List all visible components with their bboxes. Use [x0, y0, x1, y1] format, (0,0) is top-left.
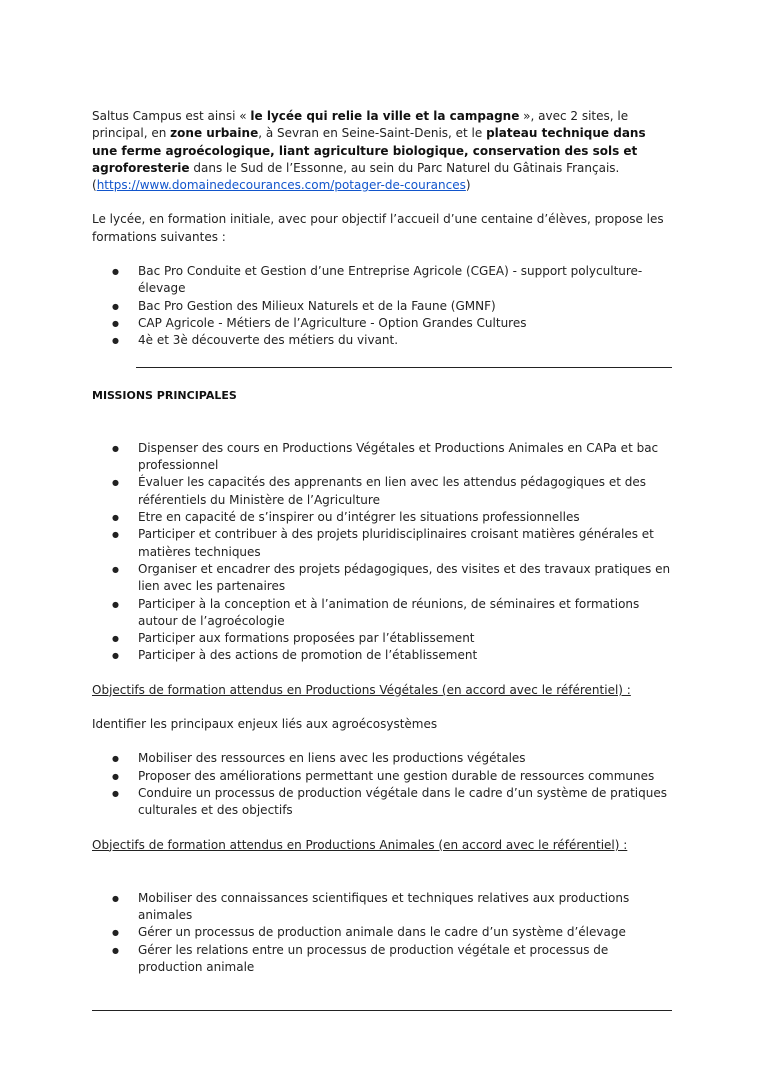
- list-item: ● Organiser et encadrer des projets pédagogiques, des visites et des travaux pratiques en lien avec les partenaires: [92, 561, 672, 596]
- divider: [92, 1010, 672, 1011]
- animales-title: Objectifs de formation attendus en Productions Animales (en accord avec le référentiel) :: [92, 837, 628, 852]
- intro-paragraph: Saltus Campus est ainsi « le lycée qui relie la ville et la campagne », avec 2 sites, le principal, en zone urbaine, à Sevran en Seine-Saint-Denis, et le plateau technique dans une ferme agroécologique, liant agriculture biologique, conservation des sols et agroforesterie dans le Sud de l’Essonne, au sein du Parc Naturel du Gâtinais Français. (https://www.domainedecourances.com/potager-de-courances): [92, 109, 646, 193]
- list-item: ● Mobiliser des ressources en liens avec les productions végétales: [92, 750, 672, 767]
- courances-link[interactable]: https://www.domainedecourances.com/potager-de-courances: [96, 178, 466, 193]
- list-item: ● Gérer un processus de production animale dans le cadre d’un système d’élevage: [92, 924, 672, 941]
- list-item: ● Bac Pro Conduite et Gestion d’une Entreprise Agricole (CGEA) - support polyculture-élevage: [92, 263, 672, 298]
- list-item: ● Bac Pro Gestion des Milieux Naturels et de la Faune (GMNF): [92, 298, 672, 315]
- list-item: ● Mobiliser des connaissances scientifiques et techniques relatives aux productions animales: [92, 890, 672, 925]
- list-item: ● Participer à des actions de promotion de l’établissement: [92, 647, 672, 664]
- missions-list: [92, 440, 672, 665]
- list-item: ● Participer à la conception et à l’animation de réunions, de séminaires et formations autour de l’agroécologie: [92, 596, 672, 631]
- lycee-paragraph: Le lycée, en formation initiale, avec pour objectif l’accueil d’une centaine d’élèves, propose les formations suivantes :: [92, 212, 664, 244]
- vegetales-title: Objectifs de formation attendus en Productions Végétales (en accord avec le référentiel) :: [92, 682, 631, 697]
- list-item: ● Etre en capacité de s’inspirer ou d’intégrer les situations professionnelles: [92, 509, 672, 526]
- list-item: ● Conduire un processus de production végétale dans le cadre d’un système de pratiques culturales et des objectifs: [92, 785, 672, 820]
- list-item: ● Gérer les relations entre un processus de production végétale et processus de production animale: [92, 942, 672, 977]
- formations-list: [92, 263, 672, 349]
- list-item: ● Dispenser des cours en Productions Végétales et Productions Animales en CAPa et bac professionnel: [92, 440, 672, 475]
- list-item: ● CAP Agricole - Métiers de l’Agriculture - Option Grandes Cultures: [92, 315, 672, 332]
- list-item: ● Participer et contribuer à des projets pluridisciplinaires croisant matières générales et matières techniques: [92, 526, 672, 561]
- list-item: ● Évaluer les capacités des apprenants en lien avec les attendus pédagogiques et des référentiels du Ministère de l’Agriculture: [92, 474, 672, 509]
- list-item: ● 4è et 3è découverte des métiers du vivant.: [92, 332, 672, 349]
- intro-bold-3: plateau technique dans une ferme agroécologique, liant agriculture biologique, conservation des sols et agroforesterie: [92, 126, 646, 175]
- list-item: ● Proposer des améliorations permettant une gestion durable de ressources communes: [92, 768, 672, 785]
- divider: [136, 367, 672, 368]
- animales-list: [92, 890, 672, 976]
- intro-bold-1: le lycée qui relie la ville et la campagne: [250, 109, 520, 123]
- intro-bold-2: zone urbaine: [170, 126, 259, 141]
- list-item: ● Participer aux formations proposées par l’établissement: [92, 630, 672, 647]
- vegetales-list: [92, 750, 672, 819]
- document-page: [92, 108, 672, 1011]
- vegetales-intro: Identifier les principaux enjeux liés aux agroécosystèmes: [92, 717, 438, 732]
- missions-heading: MISSIONS PRINCIPALES: [92, 388, 237, 402]
